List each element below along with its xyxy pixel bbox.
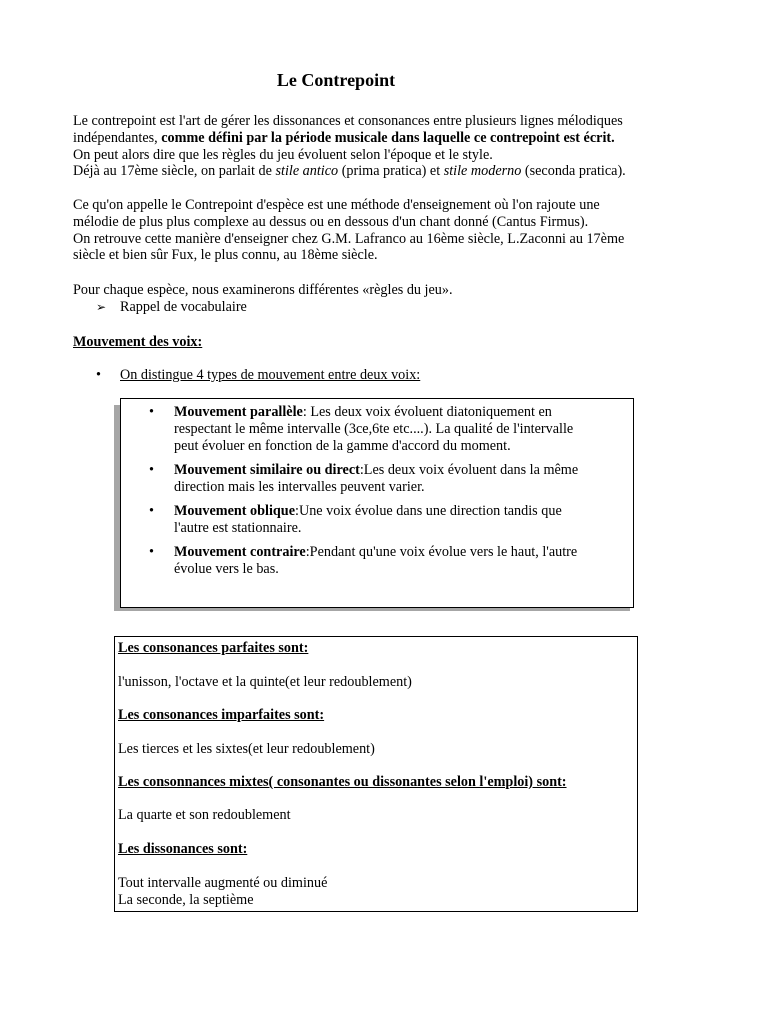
movement-line: respectant le même intervalle (3ce,6te etc....). La qualité de l'intervalle — [174, 420, 574, 437]
movement-desc: :Pendant qu'une voix évolue vers le haut, l'autre — [305, 544, 578, 560]
intro-paragraph — [73, 113, 693, 180]
bullet-icon: • — [149, 503, 154, 519]
distingue-label: On distingue 4 types de mouvement entre deux voix: — [120, 367, 421, 383]
intro-line — [73, 130, 693, 147]
movement-line — [174, 404, 624, 421]
bullet-icon: • — [96, 367, 101, 383]
espece-paragraph — [73, 197, 693, 264]
parfaites-heading: Les consonances parfaites sont: — [118, 640, 309, 656]
parfaites-text: l'unisson, l'octave et la quinte(et leur redoublement) — [118, 674, 412, 690]
movement-name: Mouvement parallèle — [174, 404, 303, 420]
movement-name: Mouvement oblique — [174, 503, 295, 519]
imparfaites-heading: Les consonances imparfaites sont: — [118, 707, 325, 723]
movement-line: peut évoluer en fonction de la gamme d'accord du moment. — [174, 437, 511, 454]
movement-desc: :Une voix évolue dans une direction tandis que — [295, 503, 562, 519]
intro-line — [73, 163, 693, 180]
chaque-line: Pour chaque espèce, nous examinerons différentes «règles du jeu». — [73, 282, 453, 298]
consonances-box — [114, 636, 638, 912]
bullet-icon: • — [149, 404, 154, 420]
espece-line: On retrouve cette manière d'enseigner chez G.M. Lafranco au 16ème siècle, L.Zaconni au 17ème — [73, 230, 625, 247]
imparfaites-text: Les tierces et les sixtes(et leur redoublement) — [118, 741, 375, 757]
movement-desc: : Les deux voix évoluent diatoniquement en — [302, 404, 552, 420]
dissonances-text: La seconde, la septième — [118, 892, 254, 908]
movement-line: direction mais les intervalles peuvent varier. — [174, 478, 425, 495]
chaque-paragraph — [73, 282, 693, 299]
movement-text — [174, 503, 624, 537]
intro-text: indépendantes, — [73, 129, 162, 146]
movement-desc: :Les deux voix évoluent dans la même — [359, 462, 579, 478]
intro-text: (prima pratica) et — [338, 163, 444, 180]
intro-bold-text: comme défini par la période musicale dans laquelle ce contrepoint est écrit. — [161, 129, 615, 146]
movements-box — [120, 398, 634, 608]
movement-name: Mouvement contraire — [174, 544, 306, 560]
intro-italic-text: stile antico — [275, 163, 339, 180]
espece-line: siècle et bien sûr Fux, le plus connu, au 18ème siècle. — [73, 247, 378, 264]
arrow-bullet-icon: ➢ — [96, 300, 107, 314]
mixtes-heading: Les consonnances mixtes( consonantes ou dissonantes selon l'emploi) sont: — [118, 774, 567, 790]
movement-line — [174, 462, 624, 479]
mouvement-heading: Mouvement des voix: — [73, 334, 203, 350]
mixtes-text: La quarte et son redoublement — [118, 807, 291, 823]
movement-line: évolue vers le bas. — [174, 560, 279, 577]
movement-line: l'autre est stationnaire. — [174, 519, 302, 536]
bullet-icon: • — [149, 462, 154, 478]
intro-line: Le contrepoint est l'art de gérer les dissonances et consonances entre plusieurs lignes mélodiques — [73, 113, 623, 129]
intro-line: On peut alors dire que les règles du jeu évoluent selon l'époque et le style. — [73, 146, 493, 163]
dissonances-heading: Les dissonances sont: — [118, 841, 248, 857]
page-title: Le Contrepoint — [276, 70, 396, 90]
espece-line: mélodie de plus plus complexe au dessus ou en dessous d'un chant donné (Cantus Firmus). — [73, 213, 589, 230]
movement-line — [174, 544, 624, 561]
movement-text — [174, 404, 624, 454]
intro-text: (seconda pratica). — [521, 163, 626, 180]
dissonances-text: Tout intervalle augmenté ou diminué — [118, 875, 328, 891]
intro-text: Déjà au 17ème siècle, on parlait de — [73, 163, 276, 180]
bullet-icon: • — [149, 544, 154, 560]
movement-text — [174, 544, 624, 578]
movement-text — [174, 462, 624, 496]
movement-line — [174, 503, 624, 520]
espece-line: Ce qu'on appelle le Contrepoint d'espèce est une méthode d'enseignement où l'on rajoute une — [73, 197, 600, 213]
intro-italic-text: stile moderno — [443, 163, 522, 180]
rappel-label: Rappel de vocabulaire — [120, 299, 247, 315]
movement-name: Mouvement similaire ou direct — [174, 462, 360, 478]
